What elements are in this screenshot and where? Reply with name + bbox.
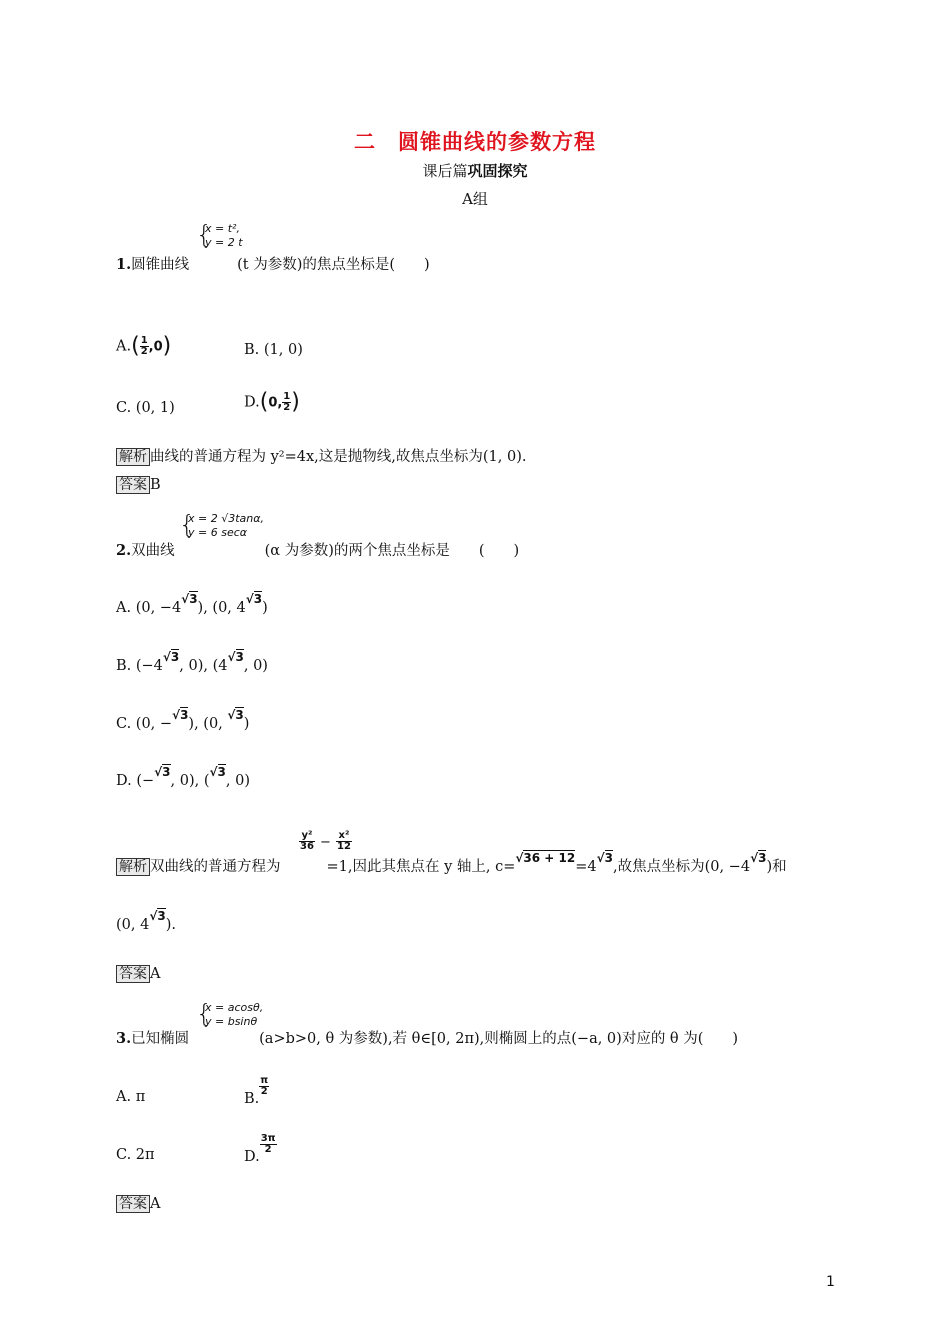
q1-analysis-text: 曲线的普通方程为 y²=4x,这是抛物线,故焦点坐标为(1, 0).: [150, 449, 527, 465]
sqrt-glyph: √3: [750, 851, 767, 865]
sqrt-value: 3: [253, 592, 263, 606]
q1-opt-a-frac: [140, 336, 149, 357]
q1-option-d: D.(0, $\frac{1}{2}$ ): [244, 389, 300, 415]
q2-opt-a-part2: ), (0, 4: [197, 600, 246, 616]
q1-answer: [116, 475, 161, 495]
q1-opt-a-den: 2: [140, 346, 148, 357]
q2-analysis-tag: 解析: [116, 858, 150, 876]
q2-frac1-num: y²: [299, 831, 315, 842]
q1-eq-line1: x = t²,: [205, 222, 240, 235]
q2-analysis-f: (0, 4: [116, 917, 150, 933]
q2-opt-d-part1: D. (−: [116, 773, 155, 789]
sqrt-glyph: √3: [154, 765, 171, 779]
q1-opt-a-label: A.: [116, 338, 132, 355]
sqrt-big-value: 36 + 12: [523, 851, 576, 865]
q3-answer-value: A: [150, 1196, 161, 1212]
q2-equation-system: { x = 2 √3tanα, y = 6 secα: [179, 510, 264, 539]
sqrt-glyph: √3: [209, 765, 226, 779]
q2-eq-line1: x = 2 √3tanα,: [188, 512, 264, 525]
q1-opt-d-pre: 0,: [268, 395, 283, 411]
q3-answer: [116, 1194, 160, 1214]
q2-analysis-c: =4: [575, 859, 597, 875]
q2-opt-a-part1: A. (0, −4: [116, 600, 182, 616]
q3-opt-d-frac: [260, 1134, 277, 1155]
group-label: A组: [462, 190, 488, 208]
q2-opt-b-part3: , 0): [243, 658, 268, 674]
q2-analysis-d: ,故焦点坐标为(0, −4: [612, 859, 751, 875]
q2-opt-d-part3: , 0): [225, 773, 250, 789]
q3-option-a: A. π: [116, 1089, 146, 1105]
q2-option-d: [116, 765, 250, 791]
q3-opt-b-frac: [259, 1076, 269, 1097]
q1-opt-d-num: 1: [283, 391, 291, 402]
q1-number: 1.: [116, 256, 132, 273]
page-title: 二 圆锥曲线的参数方程: [354, 130, 596, 154]
q3-stem-b: (a>b>0, θ 为参数),若 θ∈[0, 2π),则椭圆上的点(−a, 0)对应的 θ 为( ): [259, 1031, 739, 1047]
q3-option-b: [244, 1075, 269, 1107]
q1-option-b: B. (1, 0): [244, 342, 303, 358]
q2-opt-b-part1: B. (−4: [116, 658, 163, 674]
q1-eq-line2: y = 2 t: [205, 236, 243, 249]
q1-opt-a-num: 1: [140, 335, 148, 346]
q2-analysis-b: =1,因此其焦点在 y 轴上, c=: [326, 859, 516, 875]
q2-option-c: [116, 708, 250, 734]
q2-frac1: [299, 831, 315, 852]
q2-analysis: [116, 851, 787, 877]
q1-analysis: [116, 447, 526, 467]
q2-stem-a: 双曲线: [131, 543, 175, 559]
q3-opt-d-label: D.: [244, 1148, 260, 1165]
q3-answer-tag: 答案: [116, 1195, 150, 1213]
sqrt-value: 3: [758, 851, 767, 865]
q1-option-c: C. (0, 1): [116, 400, 175, 416]
subtitle-bold: 巩固探究: [467, 162, 528, 180]
sqrt-value: 3: [162, 765, 171, 779]
q3-opt-b-den: 2: [260, 1086, 268, 1097]
q2-frac-minus: −: [320, 835, 331, 850]
q1-opt-a-rest: ,0: [148, 339, 163, 355]
q2-eq-line2: y = 6 secα: [188, 526, 248, 539]
q2-frac2: [336, 831, 352, 852]
q2-analysis-fraction: [299, 831, 352, 852]
q1-answer-tag: 答案: [116, 476, 150, 494]
q2-opt-c-part3: ): [243, 716, 250, 732]
q3-opt-b-label: B.: [244, 1090, 260, 1107]
sqrt-value: 3: [180, 708, 189, 722]
q1-stem-a: 圆锥曲线: [131, 257, 190, 273]
q2-analysis-g: ).: [165, 917, 176, 933]
q2-analysis-e: )和: [766, 859, 787, 875]
sqrt-value: 3: [604, 851, 613, 865]
q2-answer: [116, 964, 160, 984]
q2-frac1-den: 36: [300, 841, 314, 852]
q2-stem-b: (α 为参数)的两个焦点坐标是 ( ): [264, 543, 520, 559]
q1-opt-d-label: D.: [244, 394, 260, 411]
q2-frac2-den: 12: [337, 841, 351, 852]
q2-opt-b-part2: , 0), (4: [179, 658, 228, 674]
sqrt-value: 3: [235, 708, 244, 722]
q3-option-c: C. 2π: [116, 1147, 155, 1163]
q1-option-a: A.( $\frac{1}{2}$ ,0): [116, 333, 172, 359]
page-number: 1: [826, 1274, 835, 1290]
q3-number: 3.: [116, 1030, 132, 1047]
q1-opt-d-frac: [282, 392, 291, 413]
q3-opt-d-den: 2: [264, 1144, 272, 1155]
q2-answer-tag: 答案: [116, 965, 150, 983]
q2-analysis-cont: [116, 909, 176, 935]
sqrt-glyph: √3: [162, 650, 180, 664]
q3-opt-d-num: 3π: [260, 1133, 276, 1144]
sqrt-value: 3: [170, 650, 180, 664]
sqrt-glyph: √3: [172, 708, 189, 722]
section-subtitle: [0, 160, 950, 181]
q1-stem-b: (t 为参数)的焦点坐标是( ): [237, 257, 430, 273]
q2-number: 2.: [116, 542, 132, 559]
q3-equation-system: { x = acosθ, y = bsinθ: [196, 999, 264, 1028]
sqrt-value: 3: [157, 909, 166, 923]
sqrt-value: 3: [217, 765, 226, 779]
q2-option-a: [116, 592, 268, 618]
q2-answer-value: A: [150, 966, 161, 982]
sqrt-value: 3: [189, 592, 198, 606]
sqrt-glyph: √3: [227, 708, 244, 722]
q1-analysis-tag: 解析: [116, 448, 150, 466]
sqrt-glyph: √3: [596, 851, 613, 865]
q2-stem: [116, 541, 519, 561]
q3-stem-a: 已知椭圆: [131, 1031, 190, 1047]
sqrt-value: 3: [235, 650, 244, 664]
q1-equation-system: { x = t², y = 2 t: [196, 220, 243, 249]
q3-eq-line2: y = bsinθ: [205, 1015, 258, 1028]
q3-eq-line1: x = acosθ,: [205, 1001, 264, 1014]
q2-analysis-a: 双曲线的普通方程为: [150, 859, 281, 875]
q2-opt-c-part1: C. (0, −: [116, 716, 173, 732]
q2-opt-c-part2: ), (0,: [188, 716, 228, 732]
q3-stem: [116, 1029, 738, 1049]
sqrt-glyph: √36 + 12: [515, 851, 576, 865]
q2-opt-d-part2: , 0), (: [170, 773, 210, 789]
q2-option-b: [116, 650, 268, 676]
sqrt-glyph: √3: [181, 592, 198, 606]
q2-opt-a-part3: ): [262, 600, 268, 616]
sqrt-glyph: √3: [149, 909, 166, 923]
q1-opt-d-den: 2: [283, 402, 291, 413]
q3-option-d: [244, 1133, 277, 1165]
q1-answer-value: B: [150, 477, 161, 493]
q2-frac2-num: x²: [336, 831, 352, 842]
sqrt-glyph: √3: [227, 650, 244, 664]
q1-stem: [116, 255, 430, 275]
subtitle-plain: 课后篇: [422, 162, 468, 180]
sqrt-glyph: √3: [245, 592, 263, 606]
q3-opt-b-num: π: [260, 1075, 269, 1086]
